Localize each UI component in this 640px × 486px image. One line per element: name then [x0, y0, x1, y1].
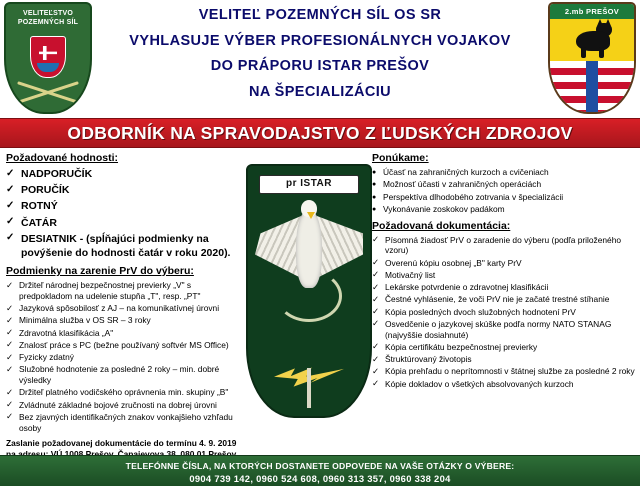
- list-item: [6, 400, 242, 411]
- lynx-icon: [570, 21, 614, 59]
- list-item: [372, 179, 636, 190]
- list-item: [6, 303, 242, 314]
- check-icon: ✓: [6, 167, 15, 179]
- conditions-list: [6, 280, 242, 433]
- check-icon: ✓: [6, 216, 15, 228]
- eagle-right-wing: [317, 216, 363, 278]
- condition-label: Znalosť práce s PC (bežne používaný softvér MS Office): [19, 339, 229, 350]
- list-item: [372, 204, 636, 215]
- document-label: Lekárske potvrdenie o zdravotnej klasifikácii: [385, 282, 549, 292]
- offer-label: Účasť na zahraničných kurzoch a cvičeniach: [383, 167, 549, 177]
- document-label: Osvedčenie o jazykovej skúške podľa normy NATO STANAG (najvyššie dosiahnuté): [385, 318, 612, 340]
- check-icon: ✓: [372, 257, 380, 267]
- document-label: Kópie dokladov o všetkých absolvovaných kurzoch: [385, 378, 574, 389]
- left-emblem-line2: POZEMNÝCH SÍL: [17, 18, 79, 26]
- check-icon: ✓: [6, 386, 14, 397]
- condition-label: Držiteľ platného vodičského oprávnenia min. skupiny „B": [19, 387, 229, 398]
- list-item: [6, 340, 242, 351]
- check-icon: ✓: [6, 363, 14, 374]
- list-item: [6, 280, 242, 302]
- contact-footer: [0, 455, 640, 486]
- right-emblem-banner: 2.mb PREŠOV: [550, 4, 634, 19]
- condition-label: Minimálna služba v OS SR – 3 roky: [19, 315, 151, 326]
- offer-column: [372, 152, 636, 394]
- right-emblem-shield: [548, 2, 636, 114]
- left-emblem-line1: VELITEĽSTVO: [22, 10, 74, 17]
- offer-title: Ponúkame:: [372, 152, 429, 164]
- document-label: Štruktúrovaný životopis: [385, 354, 472, 364]
- check-icon: ✓: [6, 279, 14, 290]
- rank-label: DESIATNIK - (spĺňajúci podmienky na povýšenie do hodnosti čatár v roku 2020).: [21, 232, 231, 259]
- check-icon: ✓: [372, 281, 380, 292]
- document-label: Kópia prehľadu o neprítomnosti v štátnej službe za posledné 2 roky: [385, 366, 635, 377]
- list-item: [6, 412, 242, 434]
- check-icon: ✓: [6, 232, 15, 244]
- header-title-line-4: NA ŠPECIALIZÁCIU: [248, 83, 391, 100]
- condition-label: Jazyková spôsobilosť z AJ – na komunikatívnej úrovni: [19, 303, 220, 314]
- contact-footer-title: TELEFÓNNE ČÍSLA, NA KTORÝCH DOSTANETE ODPOVEDE NA VAŠE OTÁZKY O VÝBERE:: [125, 461, 515, 471]
- list-item: [372, 354, 636, 365]
- rank-label: ROTNÝ: [21, 200, 58, 213]
- poster-header: [0, 0, 640, 118]
- right-emblem-blue-pale: [586, 61, 598, 112]
- list-item: [6, 328, 242, 339]
- condition-label: Služobné hodnotenie za posledné 2 roky – min. dobré výsledky: [19, 364, 220, 386]
- check-icon: ✓: [6, 327, 14, 338]
- bullet-icon: ●: [372, 169, 377, 176]
- list-item: [6, 364, 242, 386]
- snake-icon: [276, 270, 342, 322]
- condition-label: Zvládnuté základné bojové zručnosti na dobrej úrovni: [19, 399, 217, 410]
- offer-label: Perspektíva dlhodobého zotrvania v špecializácii: [383, 191, 564, 202]
- condition-label: Bez zjavných identifikačných znakov vonkajšieho vzhľadu osoby: [19, 411, 233, 433]
- document-label: Kópia certifikátu bezpečnostnej previerky: [385, 341, 538, 352]
- left-emblem-text: [6, 10, 90, 28]
- left-emblem-shield: [4, 2, 92, 114]
- list-item: [6, 216, 242, 230]
- document-label: Motivačný list: [385, 269, 436, 280]
- documents-title: Požadovaná dokumentácia:: [372, 219, 511, 232]
- list-item: [6, 387, 242, 398]
- crossed-swords-icon: [14, 80, 82, 106]
- eagle-beak: [307, 212, 315, 219]
- sword-icon: [307, 368, 311, 408]
- rank-label: PORUČÍK: [21, 184, 70, 197]
- offer-label: Možnosť účasti v zahraničných operáciách: [383, 179, 542, 190]
- list-item: [372, 307, 636, 318]
- contact-phone-numbers: 0904 739 142, 0960 524 608, 0960 313 357, 0960 338 204: [189, 473, 451, 484]
- bullet-icon: ●: [372, 193, 377, 201]
- 2mb-presov-emblem: [548, 2, 636, 114]
- check-icon: ✓: [372, 269, 380, 280]
- ranks-title: Požadované hodnosti:: [6, 152, 119, 164]
- document-label: Kópia posledných dvoch služobných hodnotení PrV: [385, 306, 576, 317]
- list-item: [6, 232, 242, 260]
- check-icon: ✓: [6, 351, 14, 362]
- list-item: [372, 366, 636, 377]
- offer-list: [372, 167, 636, 215]
- slovak-coat-of-arms-icon: [30, 36, 66, 78]
- document-label: Čestné vyhlásenie, že voči PrV nie je začaté trestné stíhanie: [385, 294, 610, 305]
- documents-list: [372, 235, 636, 390]
- ranks-list: [6, 167, 242, 260]
- check-icon: ✓: [6, 411, 14, 422]
- deadline-text: Zaslanie požadovanej dokumentácie do termínu 4. 9. 2019: [6, 438, 237, 449]
- header-title-line-3: DO PRÁPORU ISTAR PREŠOV: [210, 58, 430, 74]
- list-item: [372, 235, 636, 257]
- check-icon: ✓: [6, 314, 14, 325]
- check-icon: ✓: [6, 339, 14, 350]
- check-icon: ✓: [372, 365, 380, 376]
- check-icon: ✓: [372, 378, 380, 388]
- specialization-banner-text: ODBORNÍK NA SPRAVODAJSTVO Z ĽUDSKÝCH ZDROJOV: [67, 123, 573, 143]
- poster-body: [0, 148, 640, 455]
- condition-label: Držiteľ národnej bezpečnostnej previerky „V" s predpokladom na udelenie stupňa „T", resp. „PT": [19, 280, 201, 301]
- header-title-line-2: VYHLASUJE VÝBER PROFESIONÁLNYCH VOJAKOV: [129, 32, 511, 49]
- check-icon: ✓: [6, 199, 15, 211]
- header-title-line-1: VELITEĽ POZEMNÝCH SÍL OS SR: [198, 7, 442, 23]
- check-icon: ✓: [6, 302, 14, 313]
- list-item: [372, 319, 636, 341]
- rank-label: NADPORUČÍK: [21, 168, 93, 180]
- document-label: Overenú kópiu osobnej „B" karty PrV: [385, 257, 522, 268]
- condition-label: Zdravotná klasifikácia „A": [19, 327, 114, 338]
- conditions-title: Podmienky na zarenie PrV do výberu:: [6, 265, 194, 278]
- rank-label: ČATÁR: [21, 216, 57, 229]
- list-item: [372, 258, 636, 269]
- check-icon: ✓: [6, 183, 15, 195]
- specialization-banner: [0, 118, 640, 148]
- bullet-icon: ●: [372, 205, 377, 213]
- list-item: [6, 199, 242, 213]
- check-icon: ✓: [372, 293, 380, 304]
- offer-label: Vykonávanie zoskokov padákom: [383, 203, 505, 214]
- eagle-left-wing: [255, 216, 301, 278]
- list-item: [372, 379, 636, 390]
- header-title-block: [96, 8, 544, 110]
- velitelstvo-pozemnych-sil-emblem: [4, 2, 92, 114]
- list-item: [372, 167, 636, 178]
- check-icon: ✓: [372, 318, 380, 329]
- check-icon: ✓: [372, 306, 380, 316]
- patch-label: pr ISTAR: [259, 175, 359, 194]
- list-item: [6, 183, 242, 197]
- check-icon: ✓: [372, 353, 380, 364]
- check-icon: ✓: [6, 399, 14, 410]
- list-item: [372, 342, 636, 353]
- list-item: [6, 315, 242, 326]
- list-item: [372, 270, 636, 281]
- list-item: [6, 167, 242, 181]
- list-item: [372, 294, 636, 305]
- list-item: [6, 352, 242, 363]
- requirements-column: [6, 152, 242, 464]
- istar-battalion-patch: [246, 164, 372, 418]
- istar-patch-column: [246, 150, 368, 450]
- list-item: [372, 192, 636, 203]
- bullet-icon: ●: [372, 181, 377, 189]
- document-label: Písomná žiadosť PrV o zaradenie do výberu (podľa priloženého vzoru): [385, 234, 622, 256]
- list-item: [372, 282, 636, 293]
- check-icon: ✓: [372, 341, 380, 352]
- condition-label: Fyzicky zdatný: [19, 352, 74, 363]
- check-icon: ✓: [372, 234, 380, 244]
